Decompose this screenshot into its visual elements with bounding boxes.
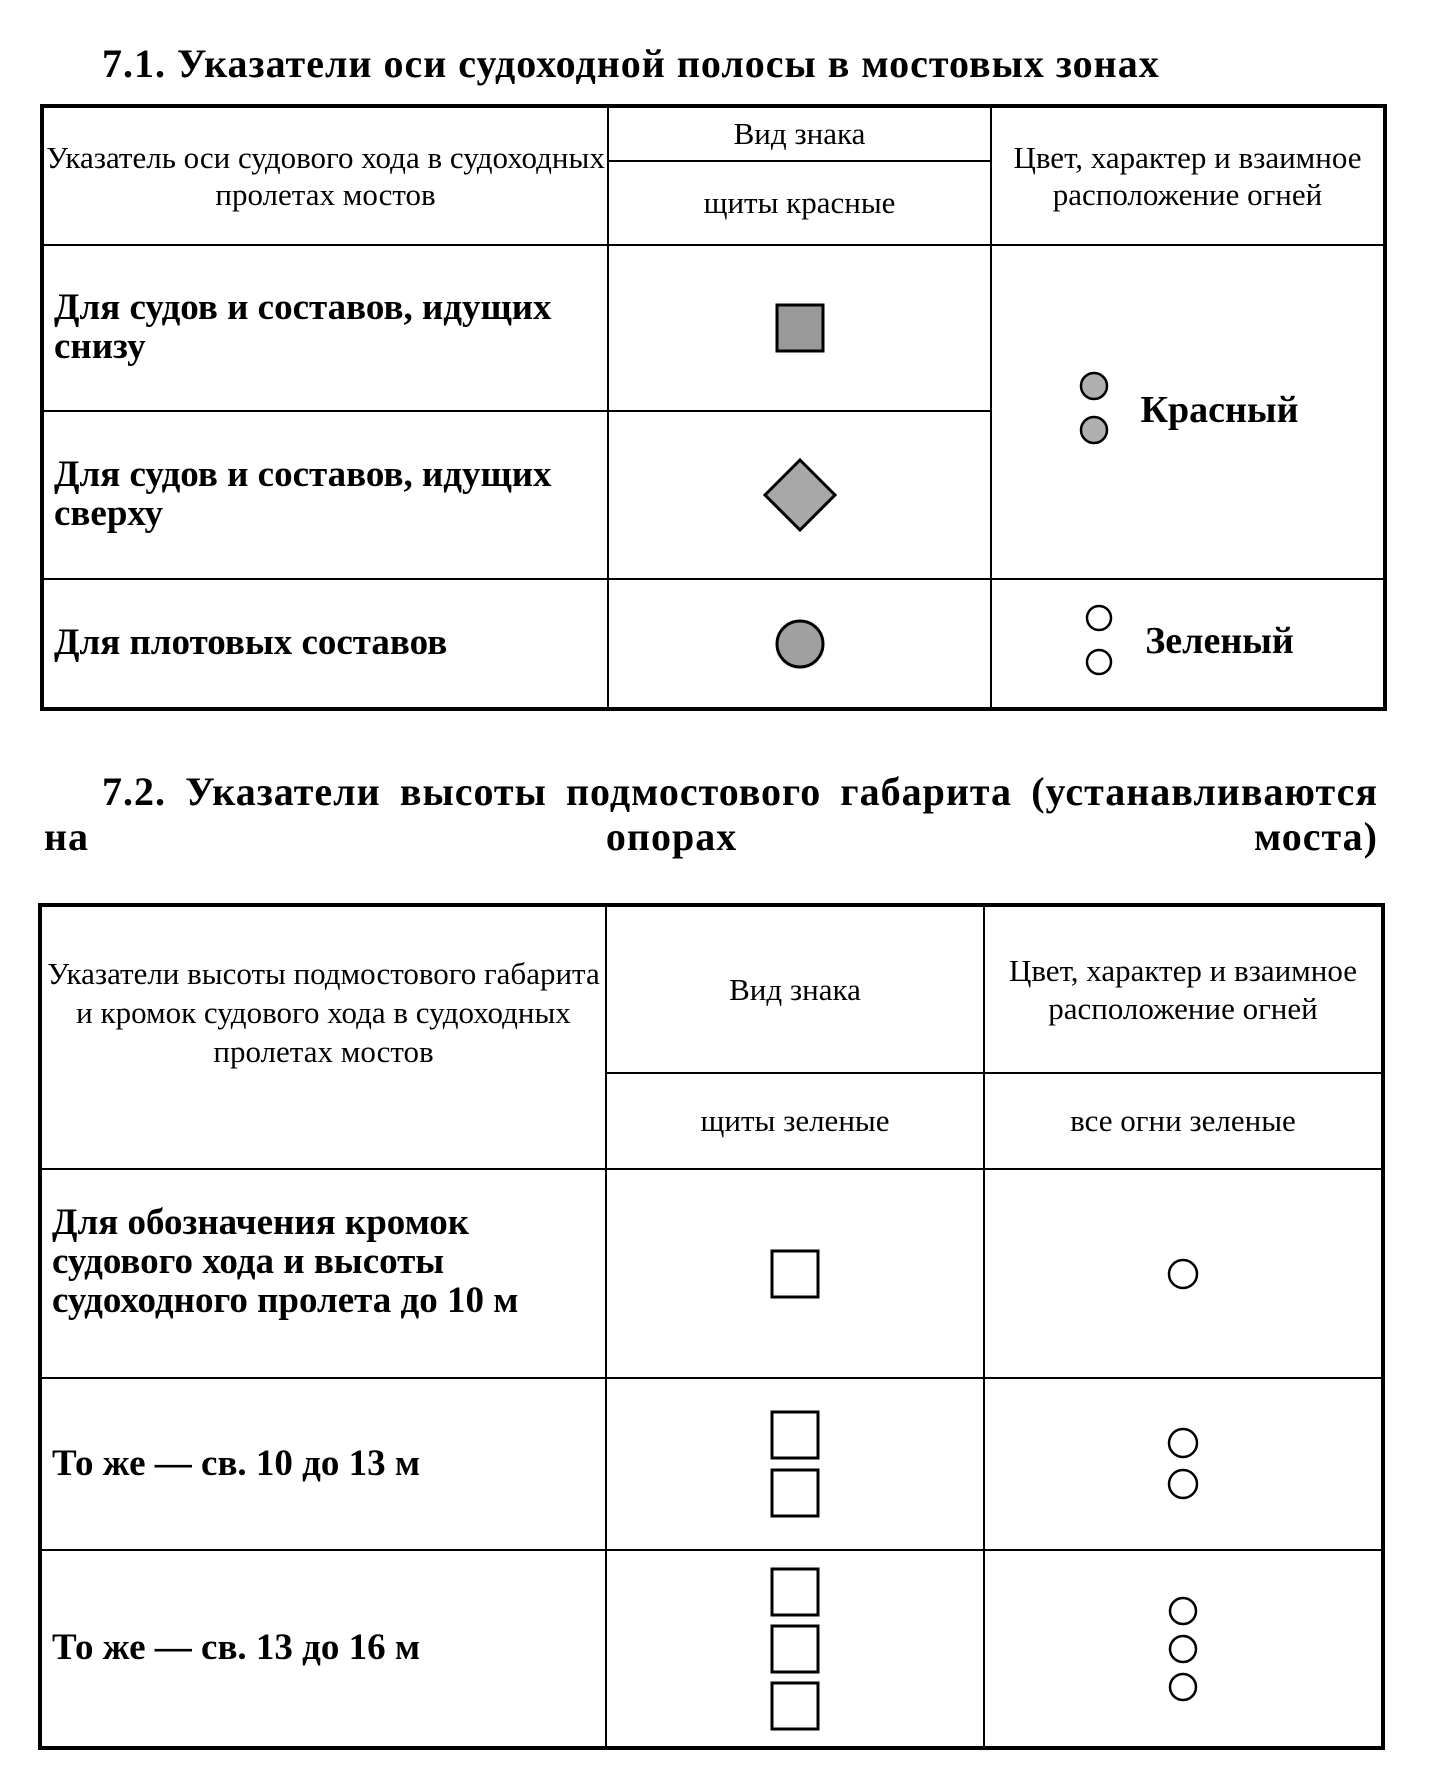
shields-cell	[606, 1169, 984, 1378]
row-from-below: Для судов и составов, идущих снизу	[42, 245, 608, 411]
section2-title: 7.2. Указатели высоты подмостового габарита (устанавливаются на опорах моста)	[44, 769, 1378, 859]
green-shields-icon	[770, 1410, 820, 1518]
header-all-green: все огни зеленые	[984, 1073, 1383, 1169]
lights-red-cell	[991, 245, 1385, 579]
green-light-icon	[1166, 1257, 1200, 1291]
lights-cell	[984, 1169, 1383, 1378]
sign-cell	[608, 411, 991, 579]
red-label: Красный	[1140, 388, 1299, 431]
section1-title: 7.1. Указатели оси судоходной полосы в мостовых зонах	[102, 41, 1160, 86]
header-indicator: Указатель оси судового хода в судоходных пролетах мостов	[42, 106, 608, 245]
red-square-sign-icon	[775, 303, 825, 353]
green-shield-icon	[770, 1249, 820, 1299]
header-indicator: Указатели высоты подмостового габарита и кромок судового хода в судоходных пролетах мостов	[40, 905, 606, 1169]
red-diamond-sign-icon	[762, 457, 838, 533]
row-rafts: Для плотовых составов	[42, 579, 608, 709]
lights-cell	[984, 1550, 1383, 1748]
green-lights-icon	[1166, 1427, 1200, 1501]
green-label: Зеленый	[1145, 620, 1294, 662]
lights-cell	[984, 1378, 1383, 1550]
red-circle-sign-icon	[774, 618, 826, 670]
header-sign-type: Вид знака	[608, 106, 991, 161]
header-green-shields: щиты зеленые	[606, 1073, 984, 1169]
lights-green-cell	[991, 579, 1385, 709]
header-sign-type: Вид знака	[606, 905, 984, 1073]
sign-cell	[608, 245, 991, 411]
row-up-to-10m: Для обозначения кромок судового хода и высоты судоходного пролета до 10 м	[40, 1169, 606, 1378]
shields-cell	[606, 1378, 984, 1550]
row-from-above: Для судов и составов, идущих сверху	[42, 411, 608, 579]
green-lights-icon	[1081, 603, 1117, 679]
header-red-shields: щиты красные	[608, 161, 991, 245]
row-10-to-13m: То же — св. 10 до 13 м	[40, 1378, 606, 1550]
green-lights-icon	[1166, 1596, 1200, 1702]
clearance-table	[38, 903, 1385, 1750]
row-13-to-16m: То же — св. 13 до 16 м	[40, 1550, 606, 1748]
shields-cell	[606, 1550, 984, 1748]
channel-axis-table	[40, 104, 1387, 711]
header-lights: Цвет, характер и взаимное расположение огней	[984, 905, 1383, 1073]
header-lights: Цвет, характер и взаимное расположение огней	[991, 106, 1385, 245]
sign-cell	[608, 579, 991, 709]
green-shields-icon	[770, 1567, 820, 1731]
red-lights-icon	[1076, 370, 1112, 450]
